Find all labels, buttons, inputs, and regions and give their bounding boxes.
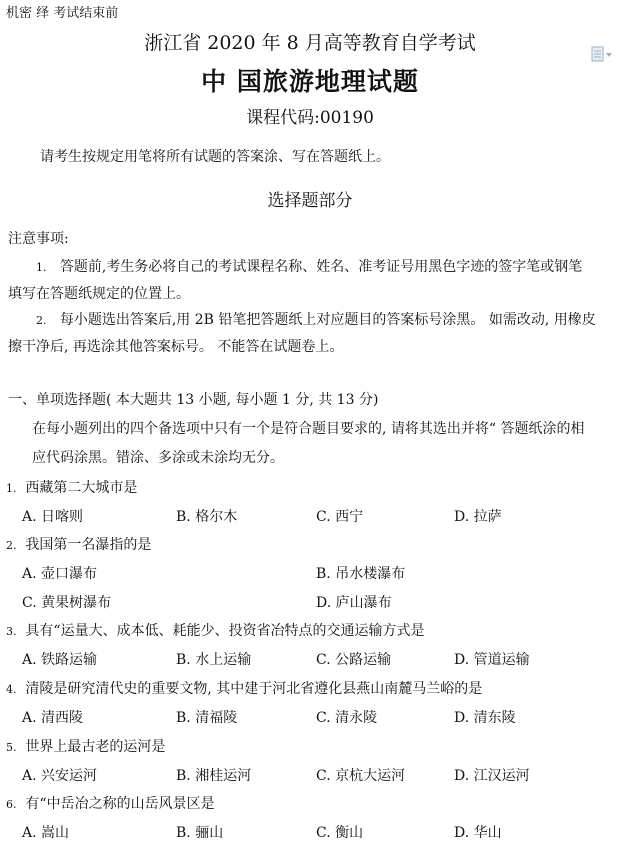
- option-c: C. 公路运输: [316, 652, 392, 668]
- option-a: A. 铁路运输: [22, 652, 98, 668]
- part1-heading: 一、单项选择题( 本大题共 13 小题, 每小题 1 分, 共 13 分): [8, 392, 379, 408]
- note-1-continued: 填写在答题纸规定的位置上。: [8, 286, 190, 302]
- question-4-text: 清陵是研究清代史的重要文物, 其中建于河北省遵化县燕山南麓马兰峪的是: [25, 681, 483, 697]
- question-1-number: 1.: [6, 482, 17, 495]
- question-5: [6, 736, 165, 756]
- option-d: D. 拉萨: [454, 509, 502, 525]
- document-icon[interactable]: [590, 46, 614, 64]
- question-3-number: 3.: [6, 625, 17, 638]
- question-6-text: 有“中岳冶之称的山岳风景区是: [25, 796, 215, 812]
- subject-title: 中 国旅游地理试题: [201, 67, 419, 96]
- question-3: [6, 620, 425, 640]
- question-2: [6, 534, 151, 554]
- option-b: B. 吊水楼瀑布: [316, 566, 406, 582]
- option-c: C. 京杭大运河: [316, 768, 406, 784]
- question-2-text: 我国第一名瀑指的是: [25, 537, 152, 553]
- option-d: D. 江汉运河: [454, 768, 530, 784]
- section-title: 选择题部分: [267, 191, 353, 211]
- option-b: B. 水上运输: [176, 652, 252, 668]
- notes-heading: 注意事项:: [8, 231, 69, 247]
- option-a: A. 壶口瀑布: [22, 566, 98, 582]
- note-1: [36, 256, 582, 276]
- option-b: B. 清福陵: [176, 710, 238, 726]
- option-a: A. 兴安运河: [22, 768, 98, 784]
- course-code: 课程代码:00190: [246, 108, 374, 128]
- question-1: [6, 477, 137, 497]
- option-d: D. 华山: [454, 825, 502, 841]
- option-b: B. 湘桂运河: [176, 768, 252, 784]
- question-5-text: 世界上最古老的运河是: [25, 739, 166, 755]
- note-2-text: 每小题选出答案后,用 2B 铅笔把答题纸上对应题目的答案标号涂黑。 如需改动, 用橡皮: [59, 312, 596, 328]
- question-6-number: 6.: [6, 798, 17, 811]
- option-a: A. 嵩山: [22, 825, 70, 841]
- exam-title: 浙江省 2020 年 8 月高等教育自学考试: [144, 32, 476, 54]
- confidential-label: 机密 绎 考试结束前: [6, 6, 119, 21]
- note-1-number: 1.: [36, 261, 47, 274]
- option-c: C. 清永陵: [316, 710, 378, 726]
- question-4: [6, 678, 482, 698]
- option-d: D. 庐山瀑布: [316, 595, 392, 611]
- question-1-text: 西藏第二大城市是: [25, 480, 138, 496]
- note-2: [36, 309, 596, 329]
- question-3-text: 具有“运量大、成本低、耗能少、投资省冶特点的交通运输方式是: [25, 623, 425, 639]
- option-a: A. 清西陵: [22, 710, 84, 726]
- question-2-number: 2.: [6, 539, 17, 552]
- option-c: C. 衡山: [316, 825, 364, 841]
- option-a: A. 日喀则: [22, 509, 84, 525]
- question-6: [6, 793, 215, 813]
- option-b: B. 格尔木: [176, 509, 238, 525]
- part1-description-continued: 应代码涂黑。错涂、多涂或未涂均无分。: [32, 450, 284, 466]
- option-c: C. 黄果树瀑布: [22, 595, 112, 611]
- note-1-text: 答题前,考生务必将自己的考试课程名称、姓名、准考证号用黑色字迹的签字笔或钢笔: [59, 259, 583, 275]
- part1-description: 在每小题列出的四个备选项中只有一个是符合题目要求的, 请将其选出并将“ 答题纸涂的相: [32, 421, 585, 437]
- note-2-continued: 擦干净后, 再选涂其他答案标号。 不能答在试题卷上。: [8, 339, 344, 355]
- question-5-number: 5.: [6, 741, 17, 754]
- intro-text: 请考生按规定用笔将所有试题的答案涂、写在答题纸上。: [40, 149, 390, 165]
- option-d: D. 管道运输: [454, 652, 530, 668]
- option-d: D. 清东陵: [454, 710, 516, 726]
- option-b: B. 骊山: [176, 825, 224, 841]
- note-2-number: 2.: [36, 314, 47, 327]
- question-4-number: 4.: [6, 683, 17, 696]
- option-c: C. 西宁: [316, 509, 364, 525]
